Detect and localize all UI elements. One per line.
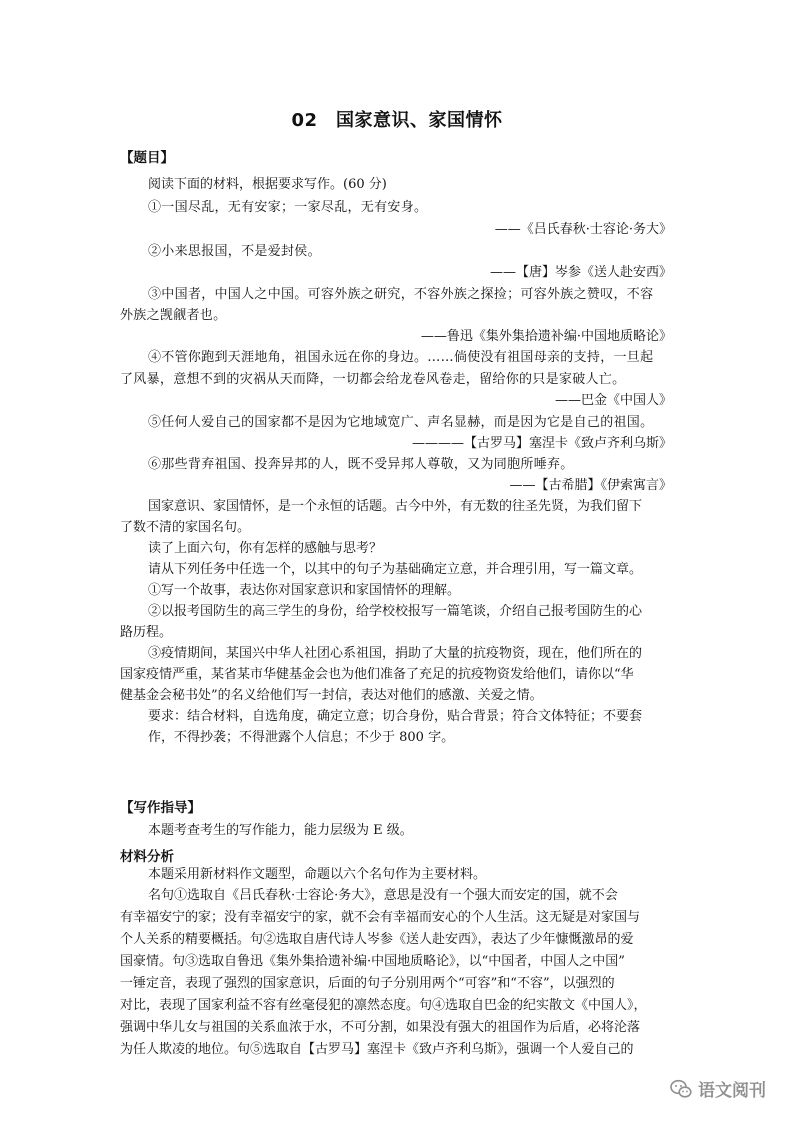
requirement-line-2: 作，不得抄袭；不得泄露个人信息；不少于 800 字。 xyxy=(148,730,455,745)
quote-6-source: ——【古希腊】《伊索寓言》 xyxy=(509,478,672,493)
page-title: 02 国家意识、家国情怀 xyxy=(291,110,503,131)
quote-3-line-1: ③中国者，中国人之中国。可容外族之研究，不容外族之探捡；可容外族之赞叹，不容 xyxy=(148,287,654,302)
material-line-8: 强调中华儿女与祖国的关系血浓于水，不可分割，如果没有强大的祖国作为后盾，必将沦落 xyxy=(120,1020,641,1035)
guide-line-1: 本题考查考生的写作能力，能力层级为 E 级。 xyxy=(148,823,413,838)
paragraph-2: 读了上面六句，你有怎样的感触与思考？ xyxy=(148,541,383,556)
material-line-7: 对比，表现了国家利益不容有丝毫侵犯的凛然态度。句④选取自巴金的纪实散文《中国人》， xyxy=(120,998,647,1013)
requirement-line-1: 要求：结合材料，自选角度，确定立意；切合身份，贴合背景；符合文体特征；不要套 xyxy=(148,709,643,724)
section-heading-guide: 【写作指导】 xyxy=(120,800,201,816)
quote-2: ②小来思报国，不是爱封侯。 xyxy=(148,244,321,259)
watermark xyxy=(670,1076,766,1101)
quote-4-line-2: 了风暴，意想不到的灾祸从天而降，一切都会给龙卷风卷走，留给你的只是家破人亡。 xyxy=(120,372,626,387)
material-line-2: 名句①选取自《吕氏春秋·士容论·务大》，意思是没有一个强大而安定的国，就不会 xyxy=(148,888,618,903)
material-line-5: 国豪情。句③选取自鲁迅《集外集拾遗补编·中国地质略论》，以“中国者，中国人之中国” xyxy=(120,954,625,969)
task-1: ①写一个故事，表达你对国家意识和家国情怀的理解。 xyxy=(148,583,461,598)
task-3-line-1: ③疫情期间，某国兴中华人社团心系祖国，捐助了大量的抗疫物资，现在，他们所在的 xyxy=(148,646,643,661)
material-line-9: 为任人欺凌的地位。句⑤选取自【古罗马】塞涅卡《致卢齐利乌斯》，强调一个人爱自己的 xyxy=(120,1042,634,1057)
task-2-line-1: ②以报考国防生的高三学生的身份，给学校校报写一篇笔谈，介绍自己报考国防生的心 xyxy=(148,604,643,619)
quote-1: ①一国尽乱，无有安家；一家尽乱，无有安身。 xyxy=(148,200,428,215)
paragraph-1-line-2: 了数不清的家国名句。 xyxy=(120,520,251,535)
section-heading-topic: 【题目】 xyxy=(120,150,174,166)
section-heading-material: 材料分析 xyxy=(120,849,174,865)
material-line-1: 本题采用新材料作文题型，命题以六个名句作为主要材料。 xyxy=(148,867,487,882)
quote-4-source: ——巴金《中国人》 xyxy=(554,393,672,408)
topic-intro: 阅读下面的材料，根据要求写作。(60 分) xyxy=(148,177,387,192)
material-line-4: 个人关系的精要概括。句②选取自唐代诗人岑参《送人赴安西》，表达了少年慷慨激昂的爱 xyxy=(120,932,634,947)
material-line-3: 有幸福安宁的家；没有幸福安宁的家，就不会有幸福而安心的个人生活。这无疑是对家国与 xyxy=(120,910,641,925)
material-line-6: 一锤定音，表现了强烈的国家意识，后面的句子分别用两个“可容”和“不容”，以强烈的 xyxy=(120,976,615,991)
quote-2-source: ——【唐】岑参《送人赴安西》 xyxy=(489,265,672,280)
task-2-line-2: 路历程。 xyxy=(120,625,173,640)
quote-5: ⑤任何人爱自己的国家都不是因为它地域宽广、声名显赫，而是因为它是自己的祖国。 xyxy=(148,415,654,430)
task-3-line-3: 健基金会秘书处”的名义给他们写一封信，表达对他们的感激、关爱之情。 xyxy=(120,688,543,703)
quote-1-source: ——《吕氏春秋·士容论·务大》 xyxy=(494,222,672,237)
quote-3-source: ——鲁迅《集外集拾遗补编·中国地质略论》 xyxy=(420,329,672,344)
paragraph-3: 请从下列任务中任选一个，以其中的句子为基础确定立意，并合理引用，写一篇文章。 xyxy=(148,562,643,577)
quote-3-line-2: 外族之觊觎者也。 xyxy=(120,308,227,323)
paragraph-1-line-1: 国家意识、家国情怀，是一个永恒的话题。古今中外，有无数的往圣先贤，为我们留下 xyxy=(148,499,643,514)
quote-5-source: ————【古罗马】塞涅卡《致卢齐利乌斯》 xyxy=(411,436,672,451)
task-3-line-2: 国家疫情严重，某省某市华健基金会也为他们准备了充足的抗疫物资发给他们，请你以“华 xyxy=(120,667,634,682)
quote-6: ⑥那些背弃祖国、投奔异邦的人，既不受异邦人尊敬，又为同胞所唾弃。 xyxy=(148,457,574,472)
watermark-text: 语文阅刊 xyxy=(698,1081,766,1101)
quote-4-line-1: ④不管你跑到天涯地角，祖国永远在你的身边。……倘使没有祖国母亲的支持，一旦起 xyxy=(148,350,654,365)
wechat-icon xyxy=(670,1079,692,1099)
